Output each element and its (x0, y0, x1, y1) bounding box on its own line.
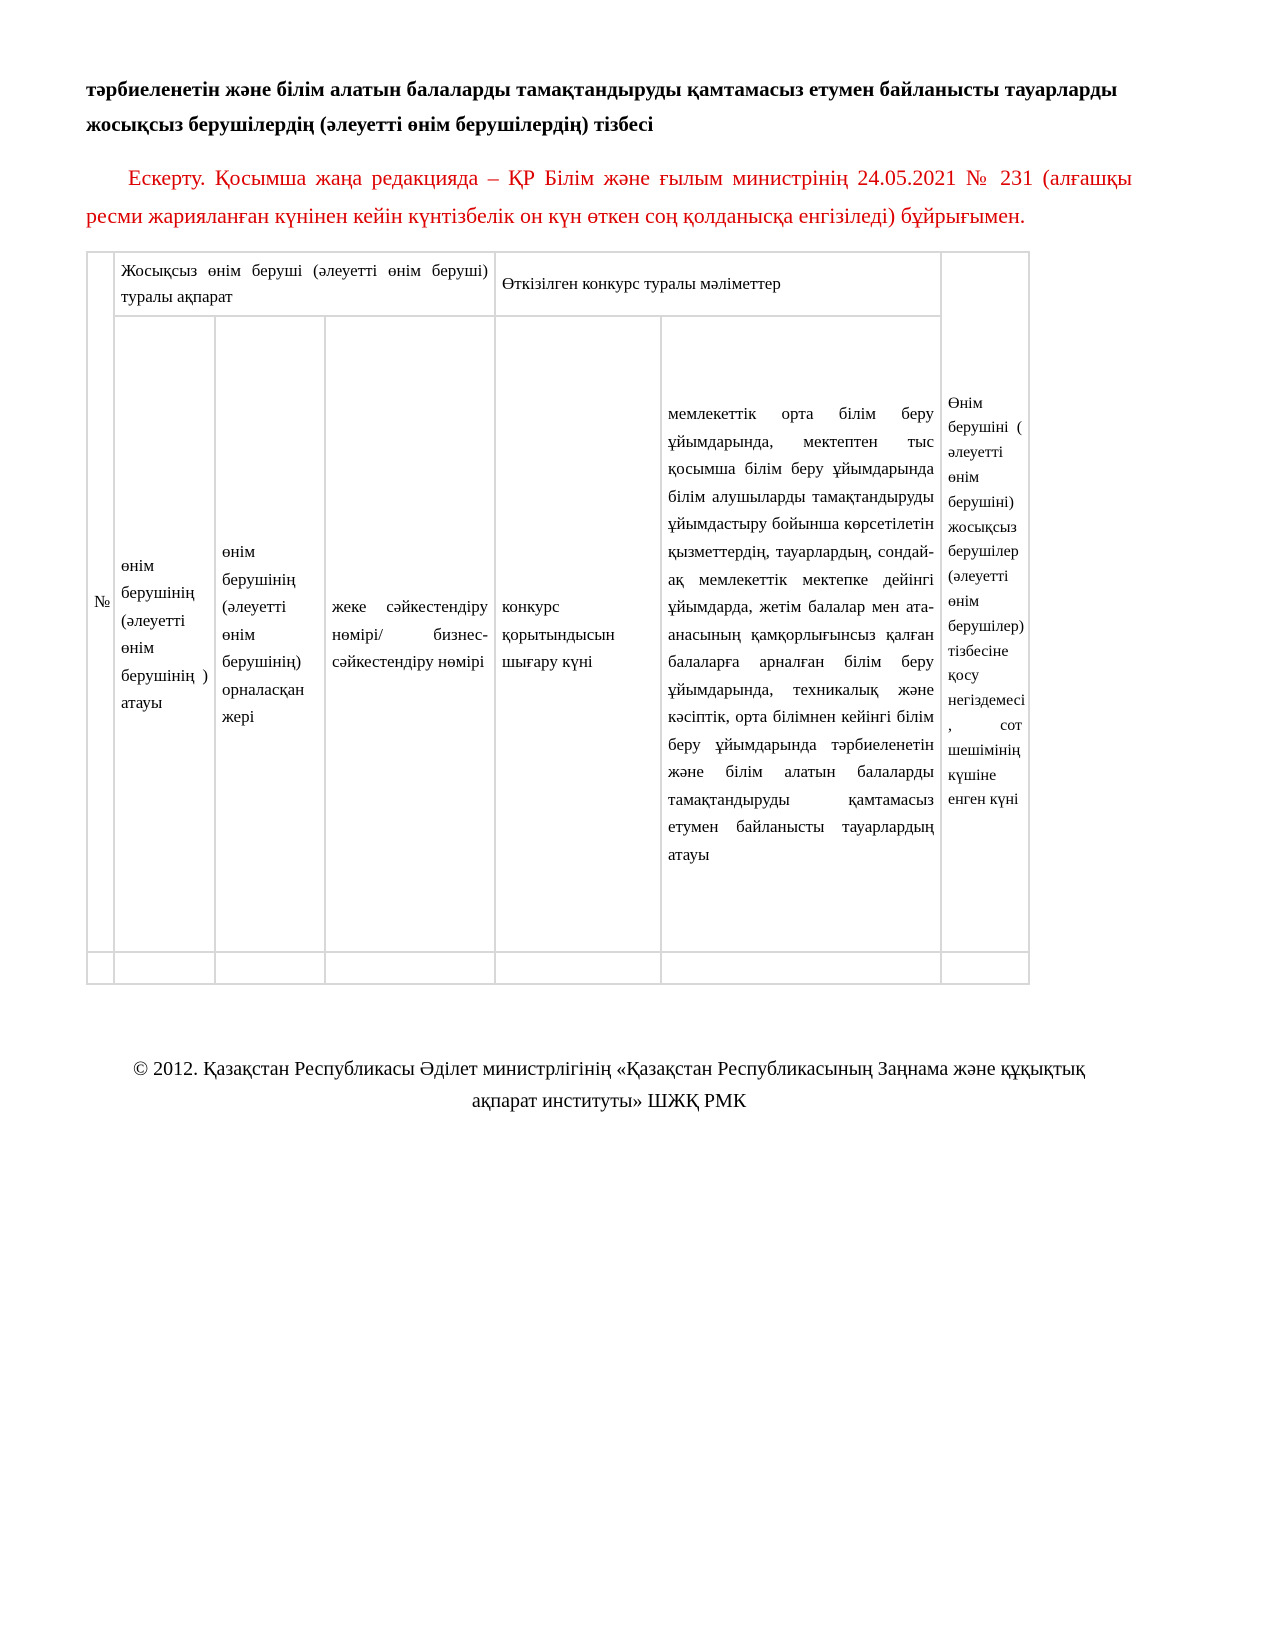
empty-cell-tender-result-date (495, 952, 661, 984)
amendment-note: Ескерту. Қосымша жаңа редакцияда – ҚР Білім және ғылым министрінің 24.05.2021 № 231 (алғашқы ресми жарияланған күнінен кейін күнтізбелік он күн өткен соң қолданысқа енгізіледі) бұйрығымен. (86, 165, 1132, 229)
empty-cell-number (87, 952, 114, 984)
empty-data-row (87, 952, 1029, 984)
table-header-row-columns (87, 316, 1029, 952)
empty-cell-inclusion-basis (941, 952, 1029, 984)
column-group-supplier-info: Жосықсыз өнім беруші (әлеуетті өнім беруші) туралы ақпарат (114, 252, 495, 316)
empty-cell-supplier-name (114, 952, 215, 984)
empty-cell-goods-name (661, 952, 941, 984)
column-header-supplier-name: өнім берушінің (әлеуетті өнім берушінің ) атауы (114, 316, 215, 952)
column-group-tender-info: Өткізілген конкурс туралы мәліметтер (495, 252, 941, 316)
column-header-tender-result-date: конкурс қорытындысын шығару күні (495, 316, 661, 952)
unfair-suppliers-table (86, 251, 1030, 985)
document-title: тәрбиеленетін және білім алатын балаларды тамақтандыруды қамтамасыз етумен байланысты тауарларды жосықсыз берушілердің (әлеуетті өнім берушілердің) тізбесі (86, 77, 1118, 136)
copyright-footer: © 2012. Қазақстан Республикасы Әділет министрлігінің «Қазақстан Республикасының Заңнама және құқықтық ақпарат институты» ШЖҚ РМК (132, 1058, 1086, 1113)
column-header-id-number: жеке сәйкестендіру нөмірі/ бизнес-сәйкестендіру нөмірі (325, 316, 495, 952)
column-header-supplier-location: өнім берушінің (әлеуетті өнім берушінің) орналасқан жері (215, 316, 325, 952)
column-header-goods-name: мемлекеттік орта білім беру ұйымдарында, мектептен тыс қосымша білім беру ұйымдарында білім алушыларды тамақтандыруды ұйымдастыру бойынша көрсетілетін қызметтердің, тауарлардың, сондай-ақ мемлекеттік мектепке дейінгі ұйымдарда, жетім балалар мен ата-анасының қамқорлығынсыз қалған балаларға арналған білім беру ұйымдарында, техникалық және кәсіптік, орта білімнен кейінгі білім беру ұйымдарында тәрбиеленетін және білім алатын балаларды тамақтандыруды қамтамасыз етумен байланысты тауарлардың атауы (661, 316, 941, 952)
column-header-number: № (87, 252, 114, 952)
empty-cell-supplier-location (215, 952, 325, 984)
column-header-inclusion-basis: Өнім берушіні ( әлеуетті өнім берушіні) жосықсыз берушілер (әлеуетті өнім берушілер) тізбесіне қосу негіздемесі , сот шешімінің күшіне енген күні (941, 252, 1029, 952)
empty-cell-id-number (325, 952, 495, 984)
table-header-row-groups (87, 252, 1029, 316)
